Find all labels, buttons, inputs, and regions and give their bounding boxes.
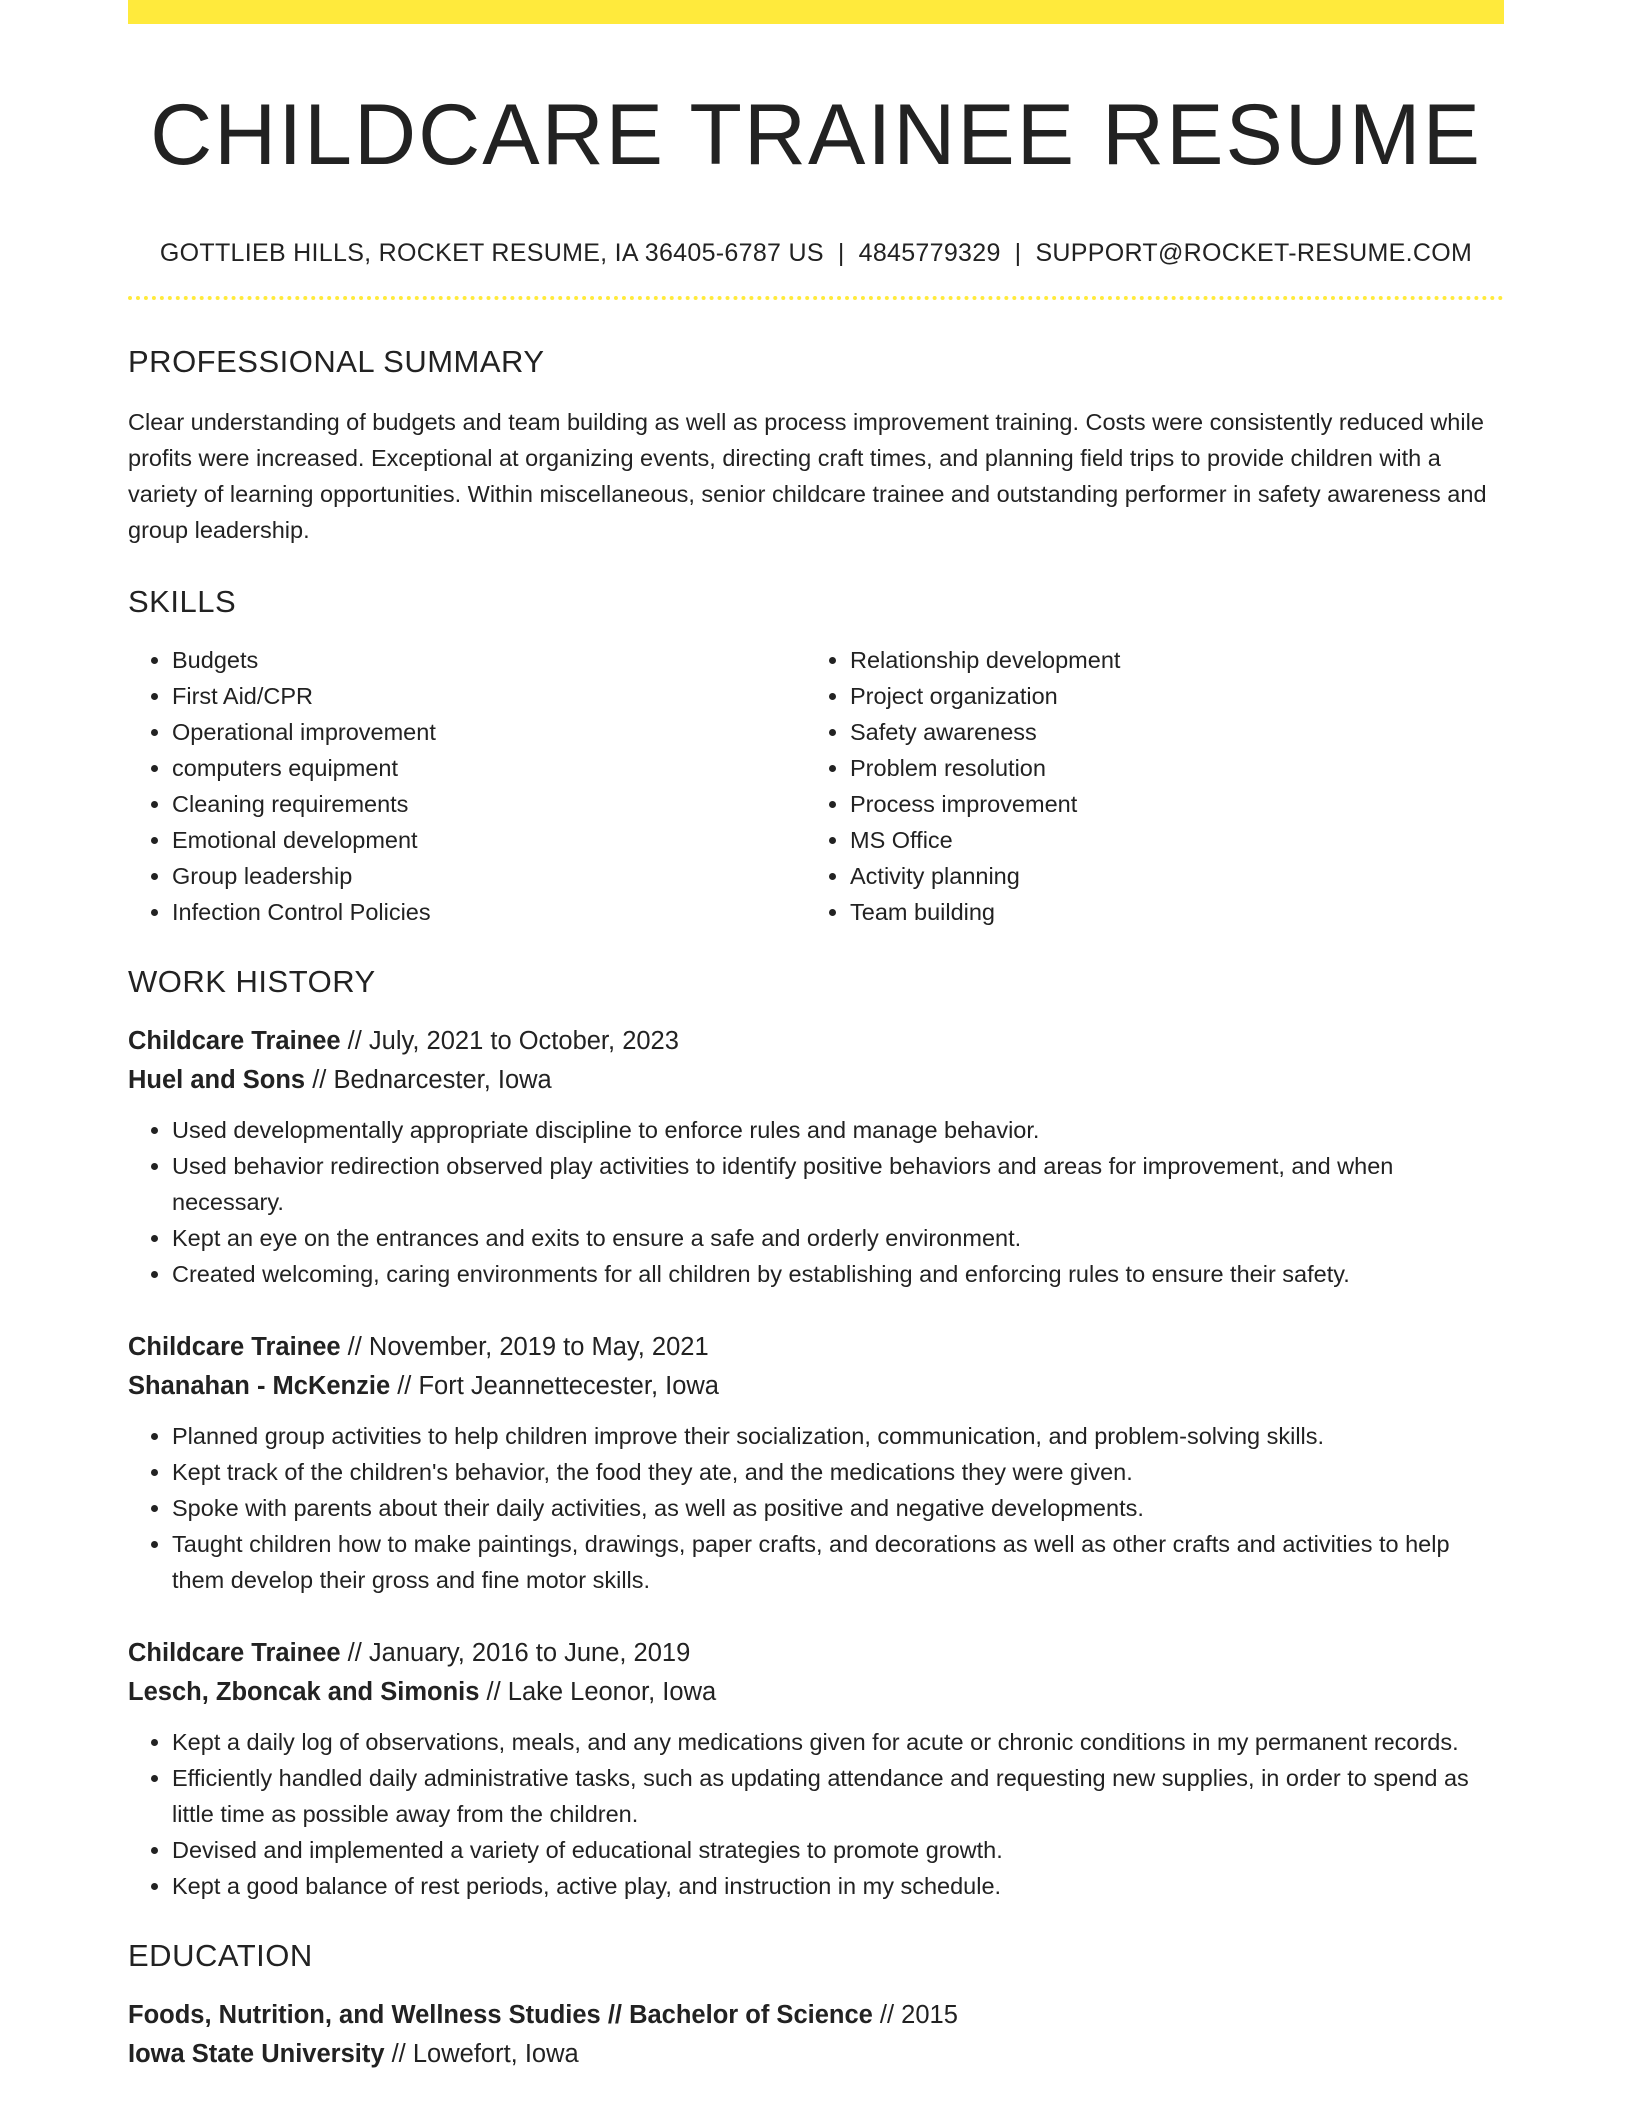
job-bullet: • Devised and implemented a variety of educational strategies to promote growth. [172,1832,1504,1868]
job-bullets [128,1112,1504,1292]
contact-email[interactable]: SUPPORT@ROCKET-RESUME.COM [1035,238,1473,267]
job-entry [128,1328,1504,1598]
job-location: // Lake Leonor, Iowa [479,1677,717,1706]
job-company: Lesch, Zboncak and Simonis [128,1677,480,1706]
skills-left-list [128,642,806,930]
job-bullet: • Used behavior redirection observed play activities to identify positive behaviors and areas for improvement, and when necessary. [172,1148,1504,1220]
education-school: Iowa State University [128,2039,385,2068]
job-bullets [128,1724,1504,1904]
job-bullet: • Efficiently handled daily administrative tasks, such as updating attendance and requesting new supplies, in order to spend as little time as possible away from the children. [172,1760,1504,1832]
job-entry [128,1022,1504,1292]
skill-item: • Group leadership [172,858,806,894]
job-company-line [128,1061,1504,1100]
skill-item: • Infection Control Policies [172,894,806,930]
job-company: Huel and Sons [128,1065,306,1094]
job-entry [128,1634,1504,1904]
skill-item: • Budgets [172,642,806,678]
job-bullet: • Kept a daily log of observations, meals, and any medications given for acute or chronic conditions in my permanent records. [172,1724,1504,1760]
job-bullet: • Kept a good balance of rest periods, active play, and instruction in my schedule. [172,1868,1504,1904]
skill-item: • Emotional development [172,822,806,858]
job-bullet: • Spoke with parents about their daily activities, as well as positive and negative developments. [172,1490,1504,1526]
skill-item: • Relationship development [850,642,1484,678]
job-location: // Fort Jeannettecester, Iowa [390,1371,719,1400]
work-history-heading: WORK HISTORY [128,963,376,999]
education-heading: EDUCATION [128,1937,313,1973]
education-school-line [128,2035,1504,2074]
job-title-line [128,1634,1504,1673]
skill-item: • Project organization [850,678,1484,714]
summary-heading: PROFESSIONAL SUMMARY [128,343,545,379]
job-title: Childcare Trainee [128,1026,341,1055]
job-bullets [128,1418,1504,1598]
accent-top-bar [128,0,1504,24]
job-company: Shanahan - McKenzie [128,1371,391,1400]
work-history-section [128,964,1504,1904]
skill-item: • First Aid/CPR [172,678,806,714]
job-title-line [128,1328,1504,1367]
skill-item: • MS Office [850,822,1484,858]
skills-columns [128,642,1504,930]
contact-separator: | [837,238,845,267]
job-dates: // July, 2021 to October, 2023 [340,1026,679,1055]
job-company-line [128,1673,1504,1712]
skills-heading: SKILLS [128,583,237,619]
job-bullet: • Planned group activities to help children improve their socialization, communication, and problem-solving skills. [172,1418,1504,1454]
skill-item: • Activity planning [850,858,1484,894]
summary-text: Clear understanding of budgets and team building as well as process improvement training. Costs were consistently reduced while profits were increased. Exceptional at organizing events, directing craft times, and planning field trips to provide children with a variety of learning opportunities. Within miscellaneous, senior childcare trainee and outstanding performer in safety awareness and group leadership. [128,408,1487,543]
job-title: Childcare Trainee [128,1332,341,1361]
skill-item: • Problem resolution [850,750,1484,786]
skill-item: • Operational improvement [172,714,806,750]
job-location: // Bednarcester, Iowa [305,1065,552,1094]
education-year: // 2015 [872,2000,958,2029]
job-dates: // November, 2019 to May, 2021 [340,1332,709,1361]
resume-page [128,0,1504,2112]
job-dates: // January, 2016 to June, 2019 [340,1638,691,1667]
skill-item: • Process improvement [850,786,1484,822]
job-bullet: • Kept an eye on the entrances and exits to ensure a safe and orderly environment. [172,1220,1504,1256]
job-title: Childcare Trainee [128,1638,341,1667]
job-bullet: • Used developmentally appropriate discipline to enforce rules and manage behavior. [172,1112,1504,1148]
skill-item: • Cleaning requirements [172,786,806,822]
education-location: // Lowefort, Iowa [384,2039,579,2068]
education-section [128,1938,1504,2074]
contact-phone[interactable]: 4845779329 [858,238,1001,267]
education-degree-line [128,1996,1504,2035]
resume-title: CHILDCARE TRAINEE RESUME [150,87,1482,183]
contact-line [128,239,1504,268]
education-degree: Foods, Nutrition, and Wellness Studies // Bachelor of Science [128,2000,873,2029]
job-bullet: • Kept track of the children's behavior, the food they ate, and the medications they were given. [172,1454,1504,1490]
job-bullet: • Created welcoming, caring environments for all children by establishing and enforcing rules to ensure their safety. [172,1256,1504,1292]
skills-right-list [806,642,1484,930]
skill-item: • computers equipment [172,750,806,786]
skill-item: • Safety awareness [850,714,1484,750]
skill-item: • Team building [850,894,1484,930]
summary-section [128,344,1504,548]
dotted-divider [128,296,1504,300]
education-entry [128,1996,1504,2074]
job-bullet: • Taught children how to make paintings, drawings, paper crafts, and decorations as well as other crafts and activities to help them develop their gross and fine motor skills. [172,1526,1504,1598]
contact-separator: | [1014,238,1022,267]
job-title-line [128,1022,1504,1061]
skills-section [128,584,1504,930]
contact-address: GOTTLIEB HILLS, ROCKET RESUME, IA 36405-6787 US [159,238,824,267]
job-company-line [128,1367,1504,1406]
